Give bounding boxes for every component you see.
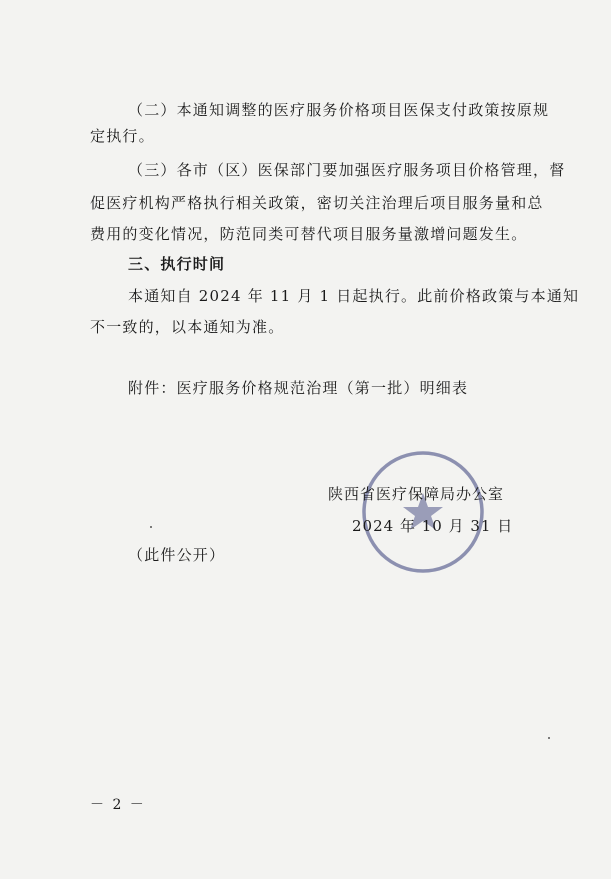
paragraph-4-line-2: 不一致的，以本通知为准。 (90, 318, 285, 336)
attachment-line: 附件：医疗服务价格规范治理（第一批）明细表 (128, 379, 469, 397)
paragraph-3-line-1: （三）各市（区）医保部门要加强医疗服务项目价格管理，督 (128, 161, 566, 179)
disclosure-note: （此件公开） (128, 546, 226, 564)
paragraph-2-line-2: 定执行。 (90, 127, 155, 145)
section-3-heading: 三、执行时间 (128, 255, 226, 273)
scan-speck (150, 526, 152, 528)
page-number: － 2 － (90, 797, 146, 813)
official-seal (360, 449, 486, 575)
signature-org: 陕西省医疗保障局办公室 (328, 485, 505, 503)
paragraph-3-line-3: 费用的变化情况，防范同类可替代项目服务量激增问题发生。 (90, 225, 528, 243)
paragraph-2-line-1: （二）本通知调整的医疗服务价格项目医保支付政策按原规 (128, 101, 550, 119)
paragraph-3-line-2: 促医疗机构严格执行相关政策，密切关注治理后项目服务量和总 (90, 194, 544, 212)
signature-date: 2024 年 10 月 31 日 (352, 517, 514, 535)
paragraph-4-line-1: 本通知自 2024 年 11 月 1 日起执行。此前价格政策与本通知 (128, 287, 580, 305)
scan-speck (548, 737, 550, 739)
